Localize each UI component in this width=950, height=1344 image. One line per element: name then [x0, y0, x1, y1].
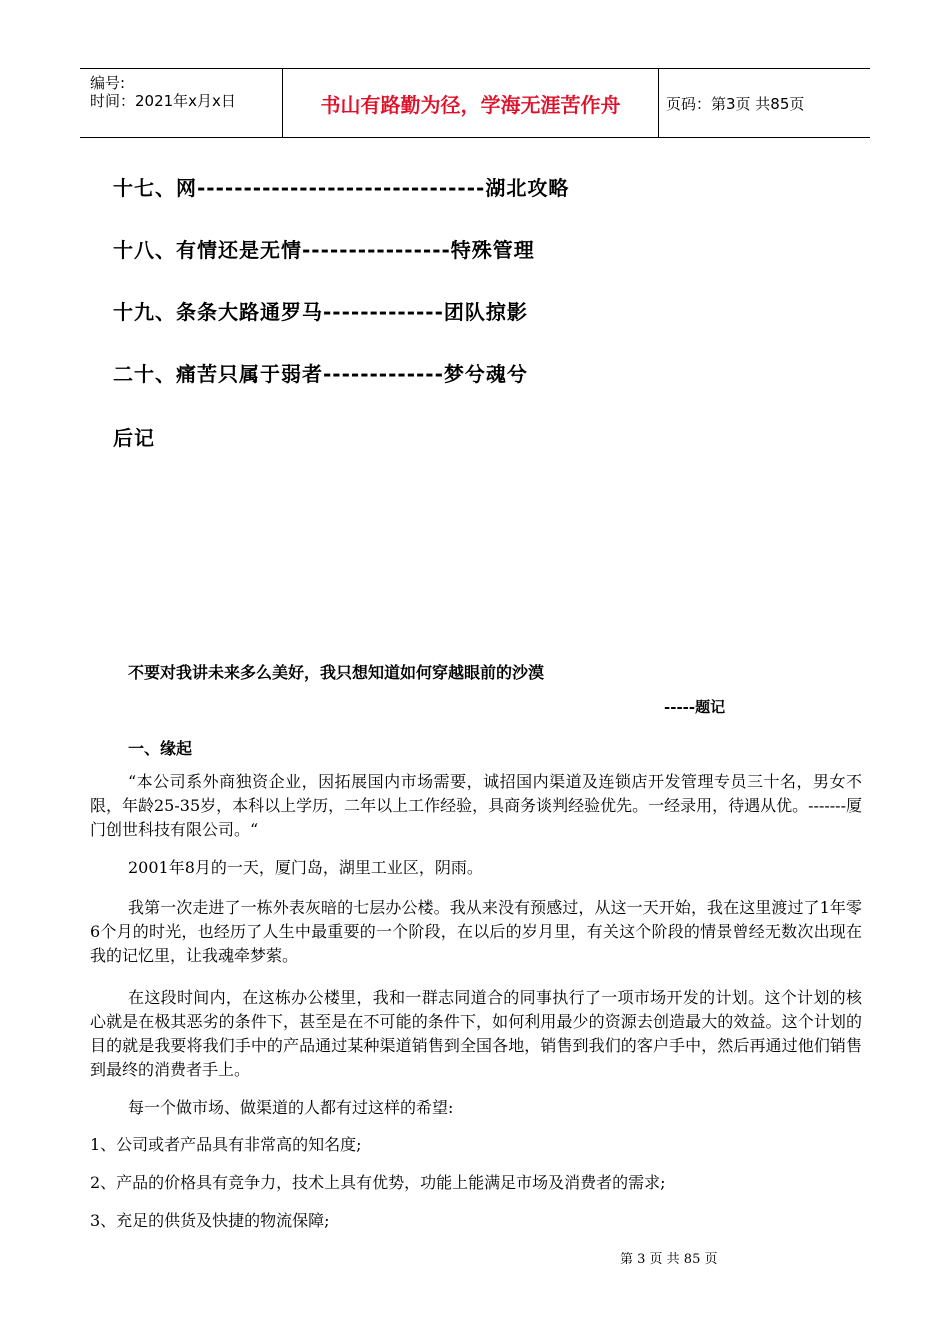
section-title: 一、缘起: [128, 739, 193, 758]
toc-entry-20: 二十、痛苦只属于弱者-------------梦兮魂兮: [113, 362, 528, 386]
paragraph-recruitment: “本公司系外商独资企业，因拓展国内市场需要，诚招国内渠道及连锁店开发管理专员三十名，男女不限，年龄25-35岁，本科以上学历，二年以上工作经验，具商务谈判经验优先。一经录用，待遇从优。-------厦门创世科技有限公司。“: [90, 772, 862, 839]
page-footer: 第 3 页 共 85 页: [620, 1252, 718, 1267]
header-meta-cell: [80, 69, 283, 137]
paragraph-plan: 在这段时间内，在这栋办公楼里，我和一群志同道合的同事执行了一项市场开发的计划。这个计划的核心就是在极其恶劣的条件下，甚至是在不可能的条件下，如何利用最少的资源去创造最大的效益。这个计划的目的就是我要将我们手中的产品通过某种渠道销售到全国各地，销售到我们的客户手中，然后再通过他们销售到最终的消费者手上。: [90, 988, 862, 1079]
paragraph-first-day: 我第一次走进了一栋外表灰暗的七层办公楼。我从来没有预感过，从这一天开始，我在这里渡过了1年零6个月的时光，也经历了人生中最重要的一个阶段，在以后的岁月里，有关这个阶段的情景曾经无数次出现在我的记忆里，让我魂牵梦萦。: [90, 898, 862, 965]
paragraph-date: 2001年8月的一天，厦门岛，湖里工业区，阴雨。: [128, 858, 483, 877]
number-label: 编号:: [90, 74, 126, 92]
date-line: 时间：2021年x月x日: [90, 92, 236, 110]
header-page-info: 页码：第3页 共85页: [666, 94, 805, 113]
toc-entry-19: 十九、条条大路通罗马-------------团队掠影: [113, 300, 528, 324]
toc-entry-18: 十八、有情还是无情----------------特殊管理: [113, 238, 535, 262]
list-item: 2、产品的价格具有竞争力，技术上具有优势，功能上能满足市场及消费者的需求;: [90, 1173, 666, 1192]
list-item: 3、充足的供货及快捷的物流保障;: [90, 1211, 330, 1230]
epigraph-quote: 不要对我讲未来多么美好，我只想知道如何穿越眼前的沙漠: [128, 663, 545, 682]
page-header: [80, 68, 870, 138]
list-item: 1、公司或者产品具有非常高的知名度;: [90, 1135, 362, 1154]
paragraph-hopes: 每一个做市场、做渠道的人都有过这样的希望:: [128, 1098, 454, 1117]
header-motto: 书山有路勤为径，学海无涯苦作舟: [283, 69, 659, 137]
toc-entry-17: 十七、网-------------------------------湖北攻略: [113, 176, 570, 200]
epigraph-attribution: -----题记: [664, 698, 726, 716]
toc-entry-afterword: 后记: [113, 426, 155, 450]
